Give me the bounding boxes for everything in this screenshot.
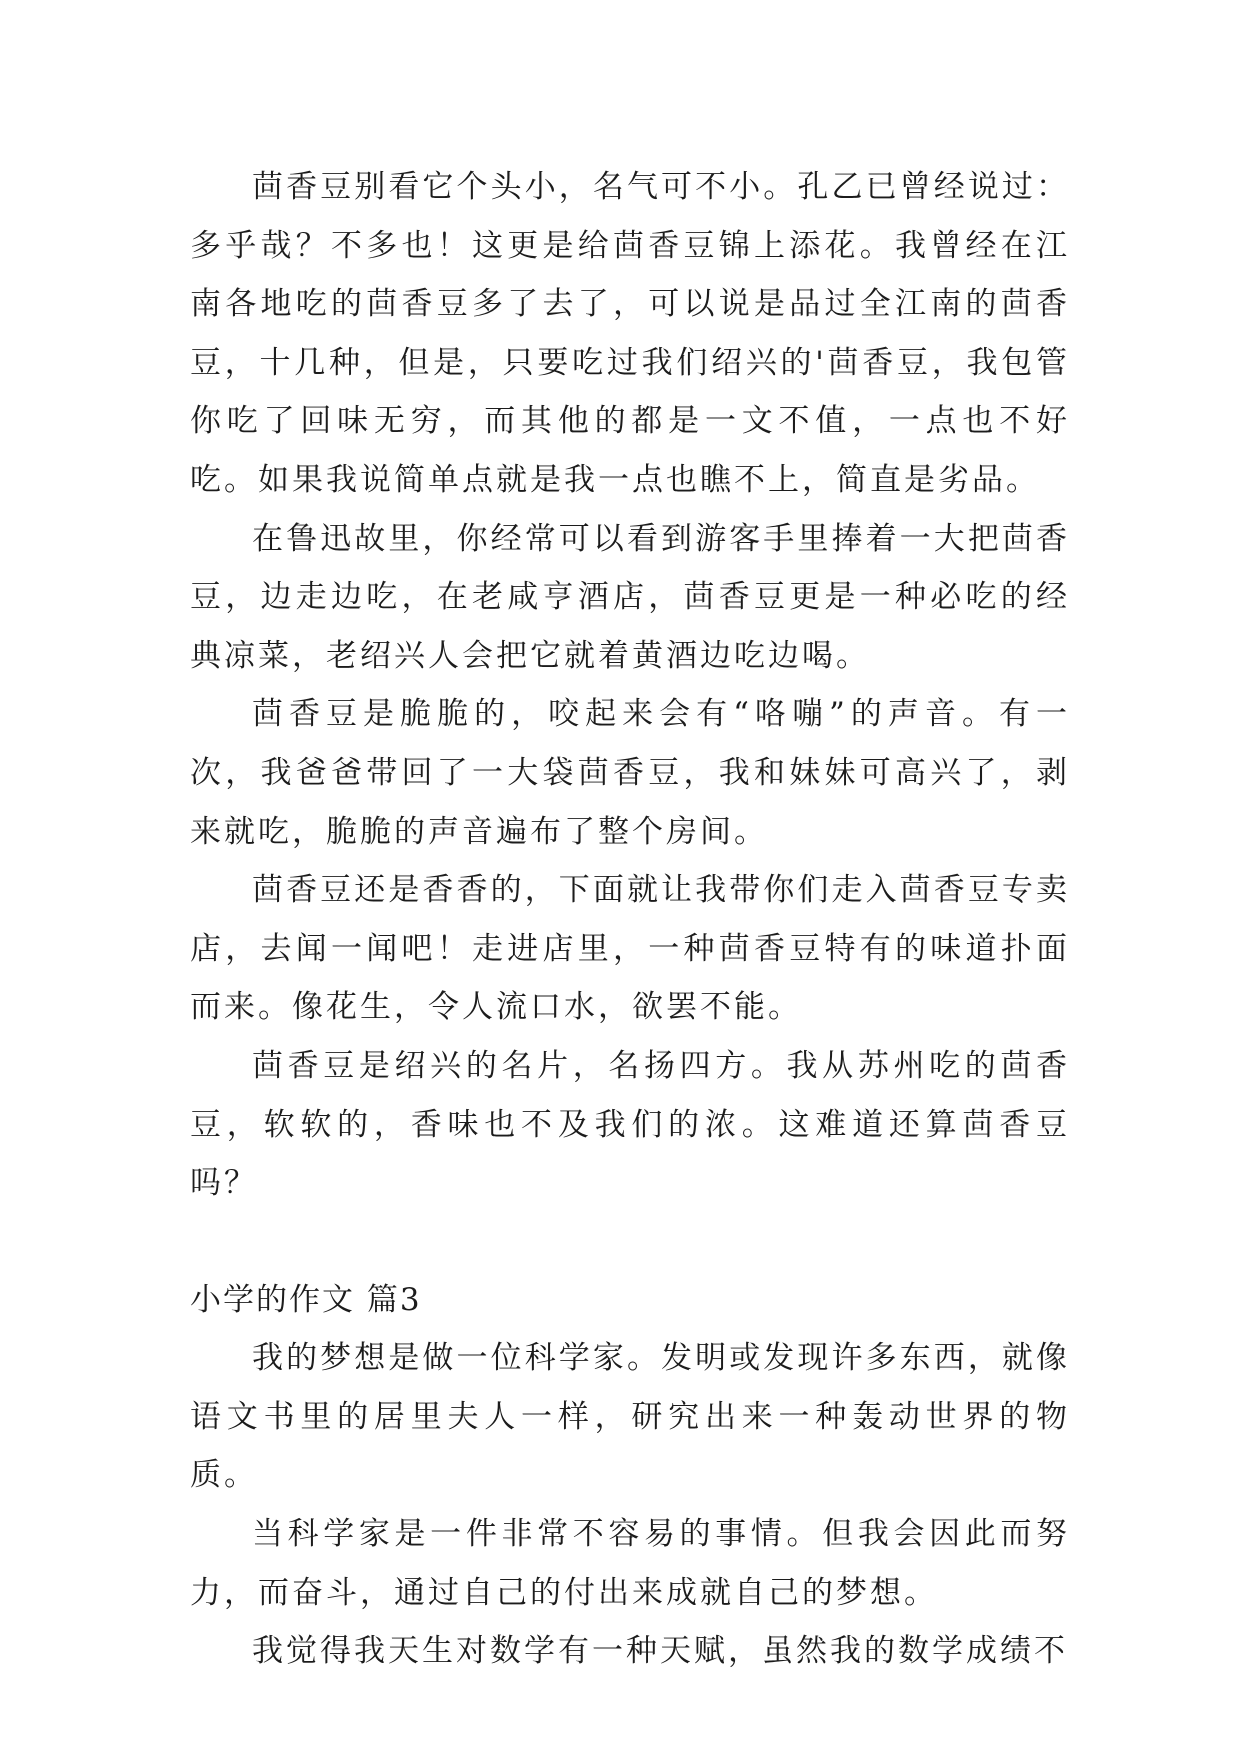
section-heading: 小学的作文 篇3: [190, 1281, 422, 1318]
paragraph: 茴香豆还是香香的，下面就让我带你们走入茴香豆专卖店，去闻一闻吧！走进店里，一种茴香豆特有的味道扑面而来。像花生，令人流口水，欲罢不能。: [190, 872, 1070, 1026]
paragraph: 当科学家是一件非常不容易的事情。但我会因此而努力，而奋斗，通过自己的付出来成就自己的梦想。: [190, 1516, 1070, 1611]
paragraph: 在鲁迅故里，你经常可以看到游客手里捧着一大把茴香豆，边走边吃，在老咸亨酒店，茴香豆更是一种必吃的经典凉菜，老绍兴人会把它就着黄酒边吃边喝。: [190, 520, 1070, 674]
paragraph: 我的梦想是做一位科学家。发明或发现许多东西，就像语文书里的居里夫人一样，研究出来一种轰动世界的物质。: [190, 1340, 1070, 1494]
section-gap: [190, 1213, 1070, 1271]
paragraph: 茴香豆别看它个头小，名气可不小。孔乙已曾经说过：多乎哉？不多也！这更是给茴香豆锦上添花。我曾经在江南各地吃的茴香豆多了去了，可以说是品过全江南的茴香豆，十几种，但是，只要吃过我们绍兴的'茴香豆，我包管你吃了回味无穷，而其他的都是一文不值，一点也不好吃。如果我说简单点就是我一点也瞧不上，简直是劣品。: [190, 169, 1070, 498]
document-body: [190, 158, 1070, 1681]
paragraph: 我觉得我天生对数学有一种天赋，虽然我的数学成绩不: [252, 1633, 1068, 1670]
paragraph: 茴香豆是脆脆的，咬起来会有“咯嘣”的声音。有一次，我爸爸带回了一大袋茴香豆，我和妹妹可高兴了，剥来就吃，脆脆的声音遍布了整个房间。: [190, 696, 1070, 850]
paragraph: 茴香豆是绍兴的名片，名扬四方。我从苏州吃的茴香豆，软软的，香味也不及我们的浓。这难道还算茴香豆吗？: [190, 1047, 1070, 1202]
